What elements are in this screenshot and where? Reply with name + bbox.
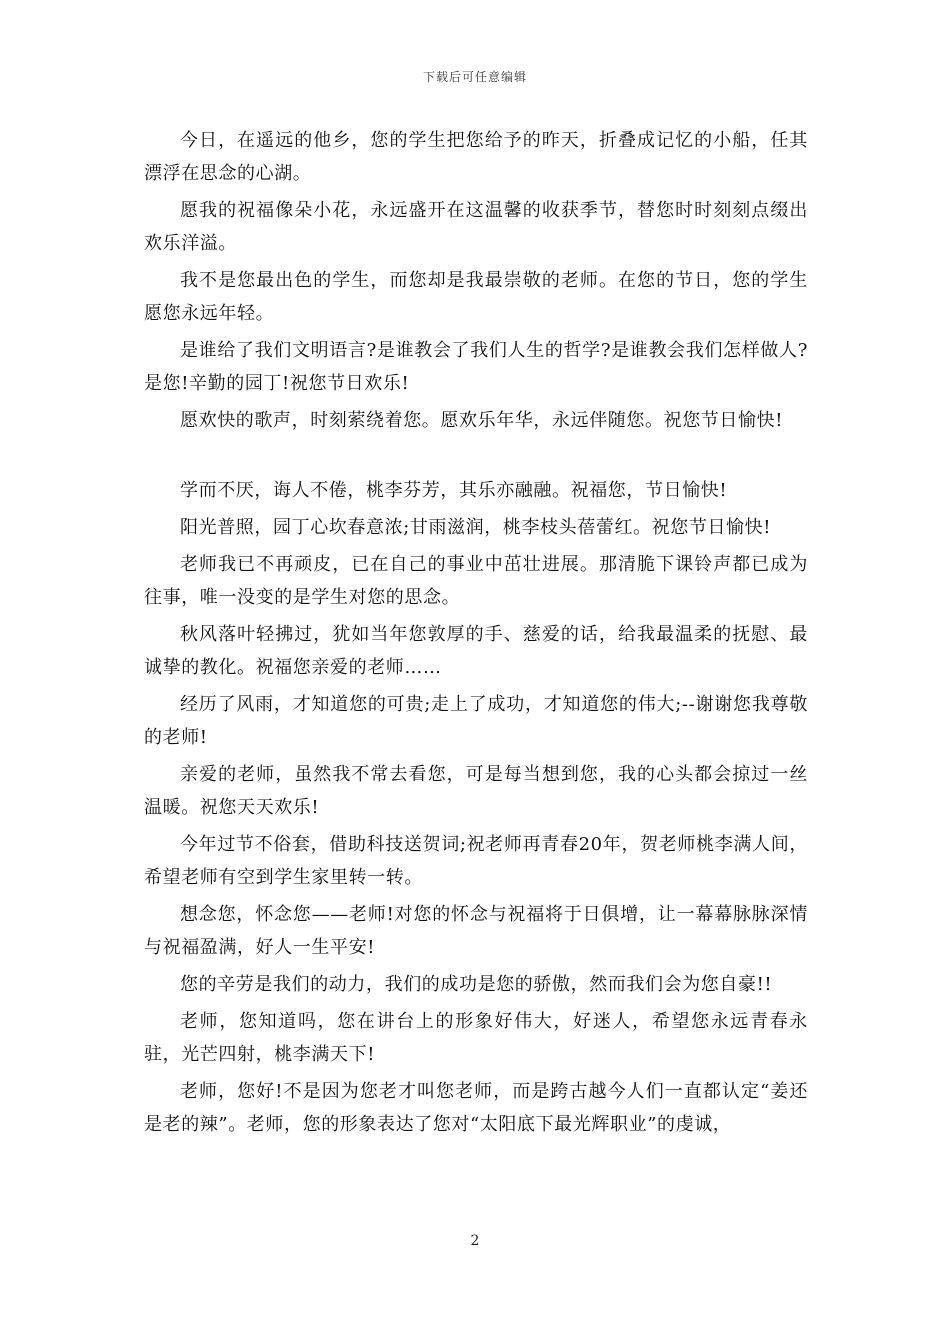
paragraph: 今日，在遥远的他乡，您的学生把您给予的昨天，折叠成记忆的小船，任其漂浮在思念的心湖。 (144, 130, 808, 184)
paragraph: 老师，您知道吗，您在讲台上的形象好伟大，好迷人，希望您永远青春永驻，光芒四射，桃李满天下! (144, 1011, 808, 1065)
paragraph: 想念您，怀念您——老师!对您的怀念与祝福将于日俱增，让一幕幕脉脉深情与祝福盈满，好人一生平安! (144, 904, 808, 958)
document-body (144, 124, 808, 1145)
paragraph: 阳光普照，园丁心坎春意浓;甘雨滋润，桃李枝头蓓蕾红。祝您节日愉快! (180, 517, 772, 538)
paragraph: 亲爱的老师，虽然我不常去看您，可是每当想到您，我的心头都会掠过一丝温暖。祝您天天欢乐! (144, 764, 808, 818)
paragraph: 今年过节不俗套，借助科技送贺词;祝老师再青春20年，贺老师桃李满人间，希望老师有空到学生家里转一转。 (144, 834, 808, 888)
paragraph: 愿我的祝福像朵小花，永远盛开在这温馨的收获季节，替您时时刻刻点缀出欢乐洋溢。 (144, 200, 808, 254)
paragraph: 老师，您好!不是因为您老才叫您老师，而是跨古越今人们一直都认定“姜还是老的辣”。老师，您的形象表达了您对“太阳底下最光辉职业”的虔诚， (144, 1081, 808, 1135)
page-number: 2 (470, 1233, 480, 1249)
paragraph: 我不是您最出色的学生，而您却是我最崇敬的老师。在您的节日，您的学生愿您永远年轻。 (144, 270, 808, 324)
paragraph: 老师我已不再顽皮，已在自己的事业中茁壮进展。那清脆下课铃声都已成为往事，唯一没变的是学生对您的思念。 (144, 554, 808, 608)
page-header: 下载后可任意编辑 (422, 70, 527, 84)
paragraph: 学而不厌，诲人不倦，桃李芬芳，其乐亦融融。祝福您，节日愉快! (180, 480, 728, 501)
paragraph: 秋风落叶轻拂过，犹如当年您敦厚的手、慈爱的话，给我最温柔的抚慰、最诚挚的教化。祝福您亲爱的老师…… (144, 624, 808, 678)
paragraph: 愿欢快的歌声，时刻萦绕着您。愿欢乐年华，永远伴随您。祝您节日愉快! (180, 410, 784, 431)
paragraph: 您的辛劳是我们的动力，我们的成功是您的骄傲，然而我们会为您自豪!! (180, 974, 773, 995)
paragraph: 是谁给了我们文明语言?是谁教会了我们人生的哲学?是谁教会我们怎样做人?是您!辛勤的园丁!祝您节日欢乐! (144, 340, 808, 394)
paragraph: 经历了风雨，才知道您的可贵;走上了成功，才知道您的伟大;--谢谢您我尊敬的老师! (144, 694, 808, 748)
